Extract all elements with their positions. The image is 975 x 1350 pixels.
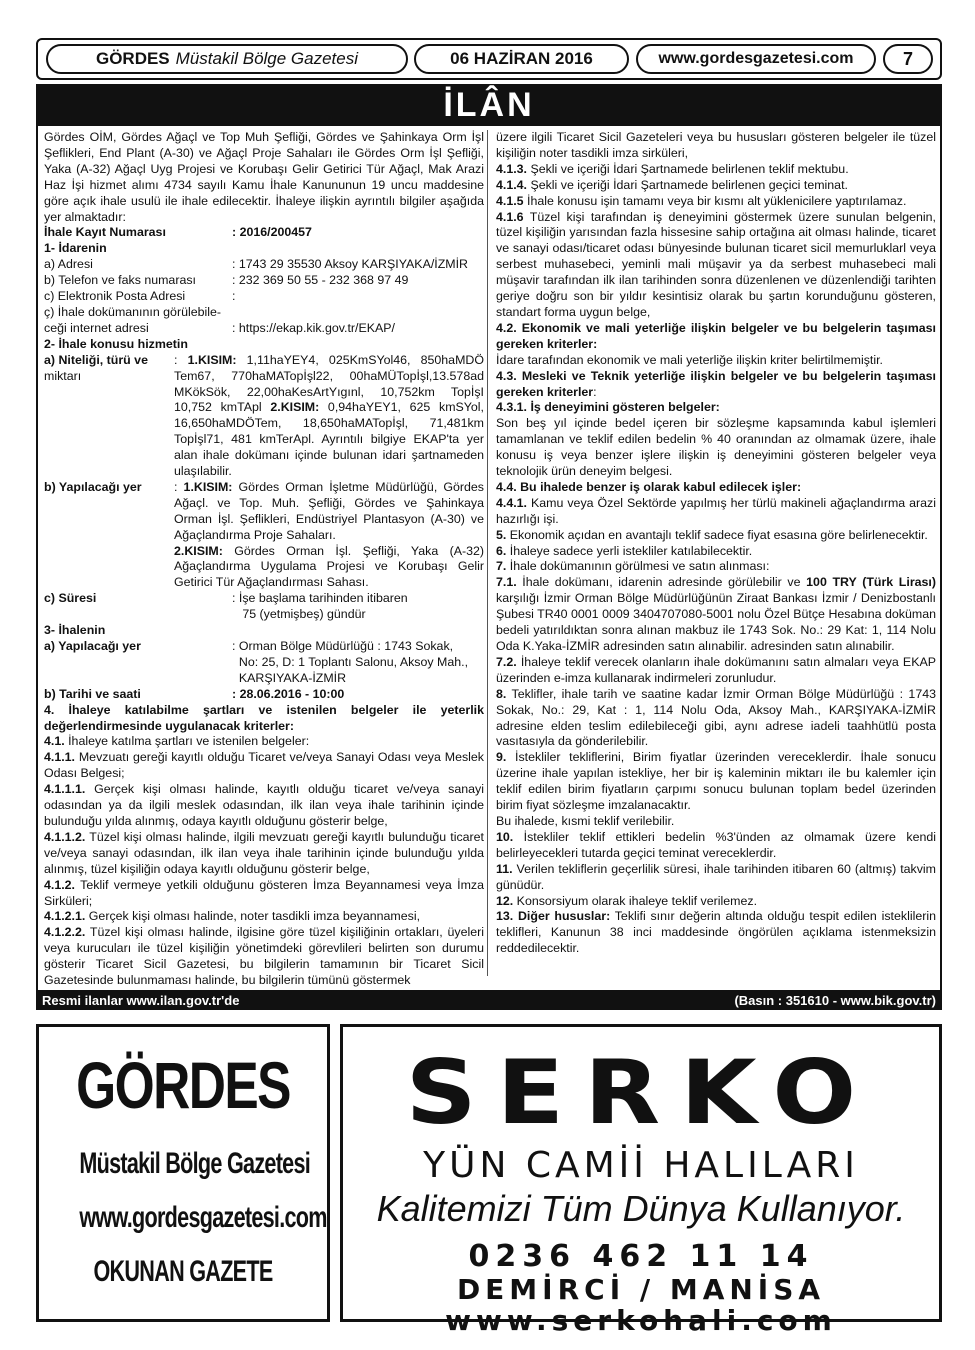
ilan-footer-left[interactable]: Resmi ilanlar www.ilan.gov.tr'de <box>42 993 240 1008</box>
para-7-1-key: 7.1. <box>496 575 517 590</box>
para-4-3-colon: : <box>593 384 597 399</box>
ilan-title: İLÂN <box>36 84 942 126</box>
tel-label: b) Telefon ve faks numarası <box>44 273 196 288</box>
page-number: 7 <box>883 44 933 74</box>
para-4-3 <box>496 369 936 401</box>
para-4-1-text: İhaleye katılma şartları ve istenilen belgeler: <box>64 734 310 749</box>
serko-ad <box>340 1024 942 1337</box>
eposta-value: : <box>232 289 236 304</box>
header-brand: GÖRDES <box>95 49 170 68</box>
para-11-text: Verilen tekliflerin geçerlilik süresi, ihale tarihinden itibaren 60 (altmış) takvim günüdür. <box>496 861 936 892</box>
para-4-1-4-key: 4.1.4. <box>496 177 528 192</box>
para-4-1-2-1 <box>44 909 484 925</box>
para-4-4-1 <box>496 496 936 528</box>
tarih-value: : 28.06.2016 - 10:00 <box>232 686 345 701</box>
para-6-text: İhaleye sadece yerli istekliler katılabilecektir. <box>506 543 753 558</box>
para-4-2-title: 4.2. Ekonomik ve mali yeterliğe ilişkin belgeler ve bu belgelerin taşıması gereken kriterler: <box>496 320 936 351</box>
para-7-2-text: İhaleye teklif verecek olanların ihale dokümanını satın almaları veya EKAP üzerinden e-imza kullanarak indirmeleri zorunludur. <box>496 654 936 685</box>
para-4-4-1-text: Kamu veya Özel Sektörde yapılmış her türlü makineli ağaçlandırma arazi hazırlığı işi. <box>496 495 936 526</box>
para-4-1-1-1-text: Gerçek kişi olması halinde, kayıtlı olduğu ticaret ve/veya sanayi odasından ya da ilgili meslek odasından, ilk ilan veya ihale tarihinin içinde bulunduğu yılda alınmış, odaya kayıtlı olduğunu gösterir belge, <box>44 782 484 828</box>
header-website: www.gordesgazetesi.com <box>636 44 876 74</box>
para-11-key: 11. <box>496 861 513 876</box>
para-7-key: 7. <box>496 559 507 574</box>
section-2-title: 2- İhale konusu hizmetin <box>44 336 188 351</box>
para-4-1-1 <box>44 750 484 782</box>
yer-kisim-2-key: 2.KISIM: <box>174 543 223 558</box>
para-4-1-3-text: Şekli ve içeriği İdari Şartnamede belirlenen teklif mektubu. <box>527 161 849 176</box>
para-4-1-1-key: 4.1.1. <box>44 750 76 765</box>
yer-kisim-2-text: Gördes Orman İşl. Şefliği, Yaka (A-32) Ağaçlandırma Uygulama Projesi ve Korubaşı Gelir Getirici Tür Ağaçlandırması Sahası. <box>174 543 484 590</box>
para-12-key: 12. <box>496 893 514 908</box>
section-4-title: 4. İhaleye katılabilme şartları ve istenilen belgeler ile yeterlik değerlendirmesinde uygulanacak kriterler: <box>44 702 484 733</box>
para-4-1-2 <box>44 878 484 910</box>
sure-value-1: : İşe başlama tarihinden itibaren <box>232 591 408 606</box>
kisim-2-text: 0,94haYEY1, 625 kmSYol, 16,650haMDÖTem, 18,650haMATopİşl, 71,481km Topİşl71, 481 kmTerApl. Ayrıntılı bilgiye EKAP'ta yer alan ihale dokümanı içinde bulunan idari şartnameden ulaşılabilir. <box>174 400 485 479</box>
dok-label <box>44 305 232 337</box>
sure-row <box>44 591 484 623</box>
serko-brand: SERKO <box>405 1041 877 1144</box>
para-4-1-1-1-key: 4.1.1.1. <box>44 782 86 797</box>
para-4-1-2-2-text: Tüzel kişi olması halinde, ilgisine göre tüzel kişiliğinin ortakları, üyeleri veya kurucuları ile tüzel kişiliğin yönetimdeki görevlileri belirten son durumu gösterir Ticaret Sicil Gazetesi, bu bilgilerin tamamının bir Ticaret Sicil Gazetesinde bulunmaması halinde, bu bilgilerin tümünü göstermek <box>44 925 484 988</box>
nitelik-label-2: miktarı <box>44 368 82 383</box>
para-4-1-key: 4.1. <box>44 734 65 749</box>
para-4-1-6-text: Tüzel kişi tarafından iş deneyimini göstermek üzere sunulan belgenin, tüzel kişiliğin yarısından fazla hissesine sahip ortağına ait olması halinde, ticaret ve sanayi odası/ticaret odası bünyesinde bulunan ticaret sicil memurluklarl veya serbest muhasebeci, yeminli mali müşavir ya da serbest muhasebeci mali müşavir tarafından ilk ilan tarihinden sonra düzenlenen ve düzenlendiği tarihten geriye doğru son bir yıldır kesintisiz olarak bu şartın korunduğunu gösteren, standart forma uygun belge, <box>496 209 936 319</box>
para-4-1-6 <box>496 210 936 321</box>
serko-location: DEMİRCİ / MANİSA <box>456 1273 826 1306</box>
para-4-3-1-title: 4.3.1. İş deneyimini gösteren belgeler: <box>496 400 720 415</box>
ilan-footer <box>36 992 942 1010</box>
para-4-4-1-key: 4.4.1. <box>496 495 528 510</box>
serko-slogan: Kalitemizi Tüm Dünya Kullanıyor. <box>376 1188 906 1229</box>
kayit-row <box>44 225 484 241</box>
tel-value: : 232 369 50 55 - 232 368 97 49 <box>232 273 409 288</box>
para-11 <box>496 862 936 894</box>
para-4-1-2-1-key: 4.1.2.1. <box>44 909 86 924</box>
para-4-1-4 <box>496 178 936 194</box>
iyer-value-3: KARŞIYAKA-İZMİR <box>238 670 347 685</box>
para-4-1-1-1 <box>44 782 484 830</box>
para-4-1-2-2 <box>44 925 484 989</box>
para-4-1 <box>44 734 484 750</box>
iyer-value-2: No: 25, D: 1 Toplantı Salonu, Aksoy Mah., <box>238 654 469 669</box>
yer-kisim-1-key: 1.KISIM: <box>183 479 233 494</box>
para-9-text: İstekliler tekliflerini, Birim fiyatlar üzerinden vereceklerdir. İhale sonucu üzerine ihale yapılan istekliye, her bir iş kaleminin miktarı ile bu kalemler için teklif edilen birim fiyatların çarpımı sonucu bulunan toplam bedel üzerinden birim fiyat sözleşme imzalanacaktır. <box>496 750 936 813</box>
para-4-1-3 <box>496 162 936 178</box>
para-4-1-5-key: 4.1.5 <box>496 193 524 208</box>
kisim-2-key: 2.KISIM: <box>270 400 320 415</box>
ilan-right-column <box>496 130 936 957</box>
gordes-ad <box>36 1024 330 1322</box>
ilan-footer-right[interactable]: (Basın : 351610 - www.bik.gov.tr) <box>734 993 936 1008</box>
iyer-value-1: : Orman Bölge Müdürlüğü : 1743 Sokak, <box>232 639 454 653</box>
section-1-title: 1- İdarenin <box>44 241 107 256</box>
nitelik-value: : 1.KISIM: 1,11haYEY4, 025KmSYol46, 850haMDÖ Tem67, 770haMATopİşl22, 00haMÜTopİşl,13.578ad MKökSök, 22,00haKesArtYıgınl, 10,752km TopİşI 10,752 kmTApl 2.KISIM: 0,94haYEY1, 625 kmSYol, 16,650haMDÖTem, 18,650haMATopİşl, 71,481km Topİşl71, 481 kmTerApl. Ayrıntılı bilgiye EKAP'ta yer alan ihale dokümanı içinde bulunan idari şartnameden ulaşılabilir. <box>174 352 485 479</box>
para-10 <box>496 830 936 862</box>
serko-website[interactable]: www.serkohali.com <box>445 1304 837 1337</box>
para-4-4-title: 4.4. Bu ihalede benzer iş olarak kabul edilecek işler: <box>496 479 802 494</box>
yer-kisim-1-text: Gördes Orman İşletme Müdürlüğü, Gördes Ağaçl. ve Top. Muh. Şefliği, Gördes ve Şahinkaya Orman İşl. Şeflikleri, Endüstriyel Plantasyon (A-30) ve Ağaçlandırma Proje Sahaları. <box>174 479 484 542</box>
iyer-label: a) Yapılacağı yer <box>44 639 141 653</box>
yer-row <box>44 480 484 591</box>
para-4-1-6-key: 4.1.6 <box>496 209 524 224</box>
para-13 <box>496 909 936 957</box>
ilan-intro: Gördes OİM, Gördes Ağaçl ve Top Muh Şefliği, Gördes ve Şahinkaya Orm İşl Şeflikleri, End Plant (A-30) ve Ağaçl Proje Sahaları ile Gördes Orm İşl Şefliği, Yaka (A-32) Ağaçl Uyg Projesi ve Korubaşı Gelir Getirici Tür Ağaçl, Mak Arazi Haz İşi hizmet alımı 4734 sayılı Kamu İhale Kanununun 19 uncu maddesine göre açık ihale usulü ile ihale edilecektir. İhaleye ilişkin ayrıntılı bilgiler aşağıda yer almaktadır: <box>44 130 484 224</box>
dok-row <box>44 305 484 337</box>
para-4-3-title: 4.3. Mesleki ve Teknik yeterliğe ilişkin belgeler ve bu belgelerin taşıması gereken kriterler <box>496 368 936 399</box>
para-12 <box>496 894 936 910</box>
para-5 <box>496 528 936 544</box>
yer-label: b) Yapılacağı yer <box>44 479 142 494</box>
serko-subtitle: YÜN CAMİİ HALILARI <box>423 1145 859 1186</box>
para-4-1-2-text: Teklif vermeye yetkili olduğunu gösteren İmza Beyannamesi veya İmza Sirküleri; <box>44 877 484 908</box>
para-6 <box>496 544 936 560</box>
para-7-2 <box>496 655 936 687</box>
dok-label-1: ç) İhale dokümanının görülebile- <box>44 304 222 319</box>
kisim-1-text: 1,11haYEY4, 025KmSYol46, 850haMDÖ Tem67, 770haMATopİşl22, 00haMÜTopİşl,13.578ad MKökSök, 22,00haKesArtYıgınl, 10,752km TopİşI 10,752 kmTApl <box>174 352 484 415</box>
para-4-1-5-text: İhale konusu işin tamamı veya bir kısmı alt yüklenicilere yaptırılamaz. <box>523 193 907 208</box>
para-13-text: Teklifi sınır değerin altında olduğu tespit edilen isteklilerin teklifleri, Kanunun 38 inci maddesinde öngörülen açıklama istenmeksizin reddedilecektir. <box>496 909 936 956</box>
para-4-1-3-key: 4.1.3. <box>496 161 528 176</box>
section-3-title: 3- İhalenin <box>44 623 106 638</box>
kayit-value: : 2016/200457 <box>232 225 312 240</box>
para-6-key: 6. <box>496 543 507 558</box>
tel-row <box>44 273 484 289</box>
kayit-label: İhale Kayıt Numarası <box>44 225 166 240</box>
para-4-1-2-2-key: 4.1.2.2. <box>44 925 86 940</box>
para-4-1-4-text: Şekli ve içeriği İdari Şartnamede belirlenen geçici teminat. <box>527 177 848 192</box>
para-4-1-1-text: Mevzuatı gereği kayıtlı olduğu Ticaret ve/veya Sanayi Odası veya Meslek Odası Belgesi; <box>44 750 484 781</box>
para-cont: üzere ilgili Ticaret Sicil Gazeteleri veya bu hususları gösteren belgeler ile tüzel kişiliğin noter tasdikli imza sirküleri, <box>496 130 936 160</box>
eposta-label: c) Elektronik Posta Adresi <box>44 289 186 304</box>
para-10-key: 10. <box>496 829 514 844</box>
header-brand-pill <box>46 44 408 74</box>
para-8-text: Teklifler, ihale tarih ve saatine kadar İzmir Orman Bölge Müdürlüğü : 1743 Sokak, No.: 29, Kat : 1, 114 Nolu Oda, Aksoy Mah., KARŞIYAKA-İZMİR adresine elden teslim edilebileceği gibi, aynı adrese iadeli taahhütlü posta vasıtasıyla da gönderilebilir. <box>496 686 936 749</box>
para-7-2-key: 7.2. <box>496 654 517 669</box>
para-4-1-1-2-text: Tüzel kişi olması halinde, ilgili mevzuatı gereği kayıtlı bulunduğu ticaret ve/veya sanayi odasından, ilk ilan veya ihale tarihinin içinde bulunduğu yılda alınmış, tüzel kişiliğin odaya kayıtlı olduğunu gösterir belge, <box>44 829 484 876</box>
header-date: 06 HAZİRAN 2016 <box>414 44 629 74</box>
nitelik-row <box>44 353 484 480</box>
para-5-text: Ekonomik açıdan en avantajlı teklif sadece fiyat esasına göre belirlenecektir. <box>506 527 928 542</box>
dok-label-2: ceği internet adresi <box>44 320 149 335</box>
sure-value-2: 75 (yetmişbeş) gündür <box>242 607 366 622</box>
adres-value: : 1743 29 35530 Aksoy KARŞIYAKA/İZMİR <box>232 257 469 272</box>
para-7 <box>496 559 936 575</box>
tarih-row <box>44 687 484 703</box>
para-4-1-2-key: 4.1.2. <box>44 877 76 892</box>
para-7-1 <box>496 575 936 655</box>
nitelik-label-1: a) Niteliği, türü ve <box>44 352 148 367</box>
para-5-key: 5. <box>496 527 507 542</box>
para-13-key: 13. Diğer hususlar: <box>496 909 611 924</box>
dok-value <box>232 305 484 337</box>
nitelik-label <box>44 353 174 480</box>
gordes-ad-line-1: Müstakil Bölge Gazetesi <box>79 1147 311 1180</box>
para-7-1-text-c: karşılığı İzmir Orman Bölge Müdürlüğünün Ziraat Bankası İzmir / Denizbostanlı Şubesi TR40 0001 0009 3404707080-5001 nolu Özel Bütçe Hesabına doküman bedeli yatırıldıktan sonra alınan makbuz ile 1743 Sok. No.: 29 Kat: 1, 114 Nolu Oda K.Yaka-İZMİR adresinden satın alınabilir. adresinden satın alınabilir. <box>496 591 936 653</box>
kisim-1-key: 1.KISIM: <box>187 352 237 367</box>
ilan-left-column <box>44 130 484 989</box>
ilan-body <box>36 126 942 992</box>
para-9-key: 9. <box>496 750 507 765</box>
eposta-row <box>44 289 484 305</box>
para-4-1-5 <box>496 194 936 210</box>
para-4-3-1-text: Son beş yıl içinde bedel içeren bir sözleşme kapsamında kabul işlemleri tamamlanan ve teklif edilen bedelin % 40 oranından az olmamak üzere, ihale konusu iş veya benzer işlere ilişkin iş deneyimini gösteren belgeler veya teknolojik ürün deneyim belgesi. <box>496 416 936 479</box>
iyer-value <box>232 639 484 687</box>
adres-row <box>44 257 484 273</box>
yer-value: : 1.KISIM: Gördes Orman İşletme Müdürlüğü, Gördes Ağaçl. ve Top. Muh. Şefliği, Gördes ve Şahinkaya Orman İşl. Şeflikleri, Endüstriyel Plantasyon (A-30) ve Ağaçlandırma Proje Sahaları. 2.KISIM: Gördes Orman İşl. Şefliği, Yaka (A-32) Ağaçlandırma Uygulama Projesi ve Korubaşı Gelir Getirici Tür Ağaçlandırması Sahası. <box>174 479 484 590</box>
gordes-ad-title: GÖRDES <box>76 1048 290 1122</box>
para-7-1-price: 100 TRY (Türk Lirası) <box>806 575 936 590</box>
gordes-ad-line-2[interactable]: www.gordesgazetesi.com <box>79 1201 327 1234</box>
para-12-text: Konsorsiyum olarak ihaleye teklif verilemez. <box>513 893 758 908</box>
column-divider <box>487 130 488 976</box>
sure-label: c) Süresi <box>44 591 97 606</box>
para-4-2-text: İdare tarafından ekonomik ve mali yeterliğe ilişkin kriter belirtilmemiştir. <box>496 352 884 367</box>
para-7-1-text-a: İhale dokümanı, idarenin adresinde görülebilir ve <box>516 575 807 590</box>
dok-url[interactable]: : https://ekap.kik.gov.tr/EKAP/ <box>232 320 395 335</box>
adres-label: a) Adresi <box>44 257 93 272</box>
para-8 <box>496 687 936 751</box>
para-10-text: İstekliler teklif ettikleri bedelin %3'ünden az olmamak üzere kendi belirleyecekleri tutarda geçici teminat vereceklerdir. <box>496 829 936 860</box>
para-9-b: Bu ihalede, kısmi teklif verilebilir. <box>496 813 675 828</box>
tarih-label: b) Tarihi ve saati <box>44 686 141 701</box>
para-4-1-2-1-text: Gerçek kişi olması halinde, noter tasdikli imza beyannamesi, <box>85 909 421 924</box>
header-brand-sub: Müstakil Bölge Gazetesi <box>175 49 359 68</box>
sure-value <box>232 591 484 623</box>
para-4-1-1-2-key: 4.1.1.2. <box>44 829 86 844</box>
para-7-text: İhale dokümanının görülmesi ve satın alınması: <box>506 559 770 574</box>
iyer-row <box>44 639 484 687</box>
para-8-key: 8. <box>496 686 507 701</box>
para-9 <box>496 750 936 814</box>
para-4-1-1-2 <box>44 830 484 878</box>
gordes-ad-line-3: OKUNAN GAZETE <box>93 1255 273 1288</box>
serko-phone: 0236 462 11 14 <box>468 1239 814 1274</box>
